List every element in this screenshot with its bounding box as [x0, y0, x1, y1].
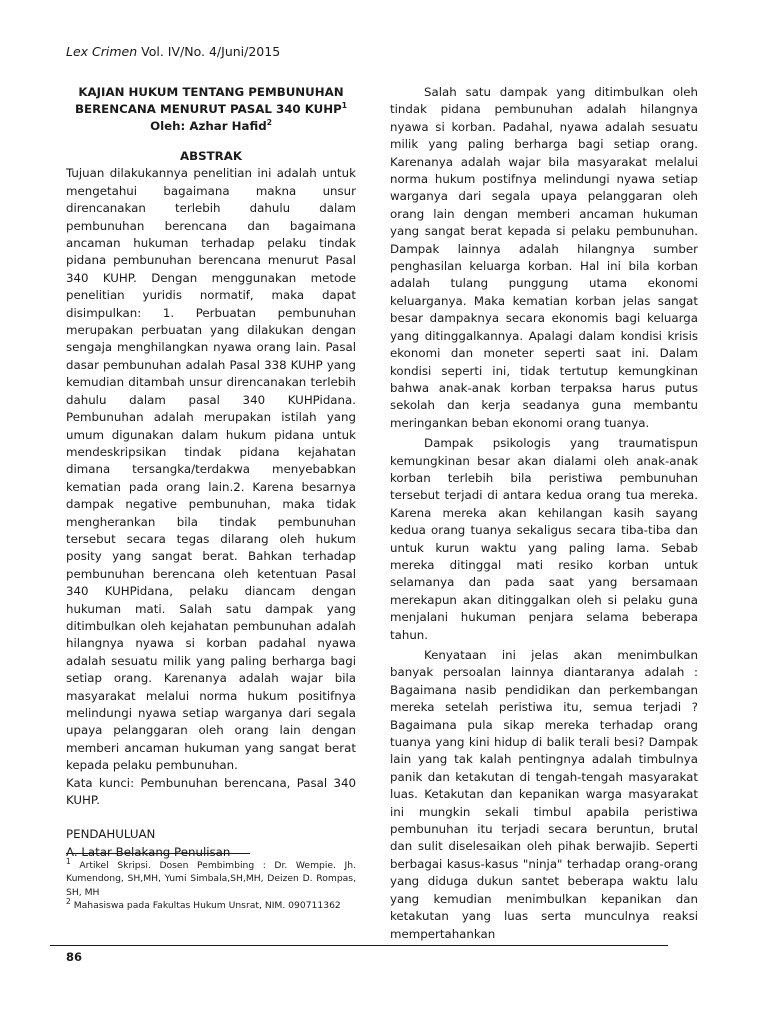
left-column — [66, 84, 356, 861]
running-header — [66, 44, 280, 59]
keywords: Kata kunci: Pembunuhan berencana, Pasal 340 KUHP. — [66, 775, 356, 808]
body-paragraph-1: Salah satu dampak yang ditimbulkan oleh tindak pidana pembunuhan adalah hilangnya nyawa si korban. Padahal, nyawa adalah sesuatu milik yang paling berharga bagi setiap orang. Karenanya adalah wajar bila masyarakat melalui norma hukum postifnya melindungi nyawa setiap warganya dari segala upaya pelanggaran oleh orang lain dengan memberi ancaman hukuman yang sangat berat kepada si pelaku pembunuhan. Dampak lainnya adalah hilangnya sumber penghasilan keluarga korban. Hal ini bila korban adalah tulang punggung utama ekonomi keluarganya. Maka kematian korban jelas sangat besar dampaknya secara ekonomis bagi keluarga yang ditinggalkannya. Apalagi dalam kondisi krisis ekonomi dan moneter seperti saat ini. Dalam kondisi seperti ini, tidak tertutup kemungkinan bahwa anak-anak korban terpaksa harus putus sekolah dan kerja seadanya guna membantu meringankan beban ekonomi orang tuanya. — [390, 85, 698, 430]
journal-issue: Vol. IV/No. 4/Juni/2015 — [141, 44, 281, 59]
section-heading: PENDAHULUAN — [66, 827, 156, 842]
footnote-1: $^1$ Artikel Skripsi. Dosen Pembimbing : Dr. Wempie. Jh. Kumendong, SH,MH, Yumi Simbala,SH,MH, Deizen D. Rompas, SH, MH — [66, 856, 356, 898]
footnotes — [66, 856, 356, 913]
author-line: Oleh: Azhar Hafid$^2$ — [150, 118, 272, 133]
body-paragraph-2: Dampak psikologis yang traumatispun kemungkinan besar akan dialami oleh anak-anak korban terlebih bila peristiwa pembunuhan tersebut terjadi di antara kedua orang tua mereka. Karena mereka akan kehilangan kasih sayang kedua orang tuanya sekaligus secara tiba-tiba dan untuk kurun waktu yang paling lama. Sebab mereka ditinggal mati resiko korban untuk selamanya dan pada saat yang bersamaan merekapun akan ditinggalkan oleh si pelaku guna menjalani hukuman penjara selama beberapa tahun. — [390, 436, 698, 642]
abstract-body: Tujuan dilakukannya penelitian ini adalah untuk mengetahui bagaimana makna unsur direncanakan terlebih dahulu dalam pembunuhan berencana dan bagaimana ancaman hukuman terhadap pelaku tindak pidana pembunuhan berencana menurut Pasal 340 KUHP. Dengan menggunakan metode penelitian yuridis normatif, maka dapat disimpulkan: 1. Perbuatan pembunuhan merupakan perbuatan yang dilakukan dengan sengaja menghilangkan nyawa orang lain. Pasal dasar pembunuhan adalah Pasal 338 KUHP yang kemudian ditambah unsur direncanakan terlebih dahulu dalam pasal 340 KUHPidana. Pembunuhan adalah merupakan istilah yang umum digunakan dalam hukum pidana untuk mendeskripsikan tindak pidana kejahatan dimana tersangka/terdakwa menyebabkan kematian pada orang lain.2. Karena besarnya dampak negative pembunuhan, maka tidak mengherankan bila tindak pembunuhan tersebut secara tegas dilarang oleh hukum posity yang sangat berat. Bahkan terhadap pembunuhan berencana oleh ketentuan Pasal 340 KUHPidana, pelaku diancam dengan hukuman mati. Salah satu dampak yang ditimbulkan oleh kejahatan pembunuhan adalah hilangnya nyawa si korban padahal nyawa adalah sesuatu milik yang paling berharga bagi setiap orang. Karenanya adalah wajar bila masyarakat melalui norma hukum positifnya melindungi nyawa setiap warganya dari segala upaya pelanggaran oleh orang lain dengan memberi ancaman hukuman yang sangat berat kepada pelaku pembunuhan. — [66, 166, 356, 773]
footnote-ref-2: 2 — [266, 118, 272, 128]
footnote-2: $^2$ Mahasiswa pada Fakultas Hukum Unsrat, NIM. 090711362 — [66, 897, 341, 912]
footnote-separator — [66, 853, 250, 854]
abstract-heading: ABSTRAK — [179, 149, 243, 163]
right-column — [390, 84, 698, 943]
page-number: 86 — [66, 950, 83, 964]
journal-name: Lex Crimen — [66, 44, 138, 59]
footnote-ref-1: 1 — [341, 101, 347, 111]
subsection-heading: A. Latar Belakang Penulisan — [66, 844, 231, 859]
body-paragraph-3: Kenyataan ini jelas akan menimbulkan banyak persoalan lainnya diantaranya adalah : Bagaimana nasib pendidikan dan perkembangan mereka setelah peristiwa itu, semua terjadi ? Bagaimana pula sikap mereka terhadap orang tuanya yang kini hidup di balik terali besi? Dampak lain yang tak kalah pentingnya adalah timbulnya panik dan ketakutan di tengah-tengah masyarakat luas. Ketakutan dan kepanikan warga masyarakat ini mungkin sekali timbul apabila peristiwa pembunuhan itu terjadi secara beruntun, brutal dan sulit diselesaikan oleh pihak berwajib. Seperti berbagai kasus-kasus "ninja" terhadap orang-orang yang diduga dukun santet beberapa waktu lalu yang kemudian menimbulkan kepanikan dan ketakutan yang luas serta munculnya reaksi mempertahankan — [390, 648, 698, 941]
article-title — [66, 84, 356, 135]
footer-rule — [50, 945, 668, 946]
title-line-1: KAJIAN HUKUM TENTANG PEMBUNUHAN — [78, 85, 344, 99]
title-line-2: BERENCANA MENURUT PASAL 340 KUHP$^1$ — [75, 101, 347, 116]
